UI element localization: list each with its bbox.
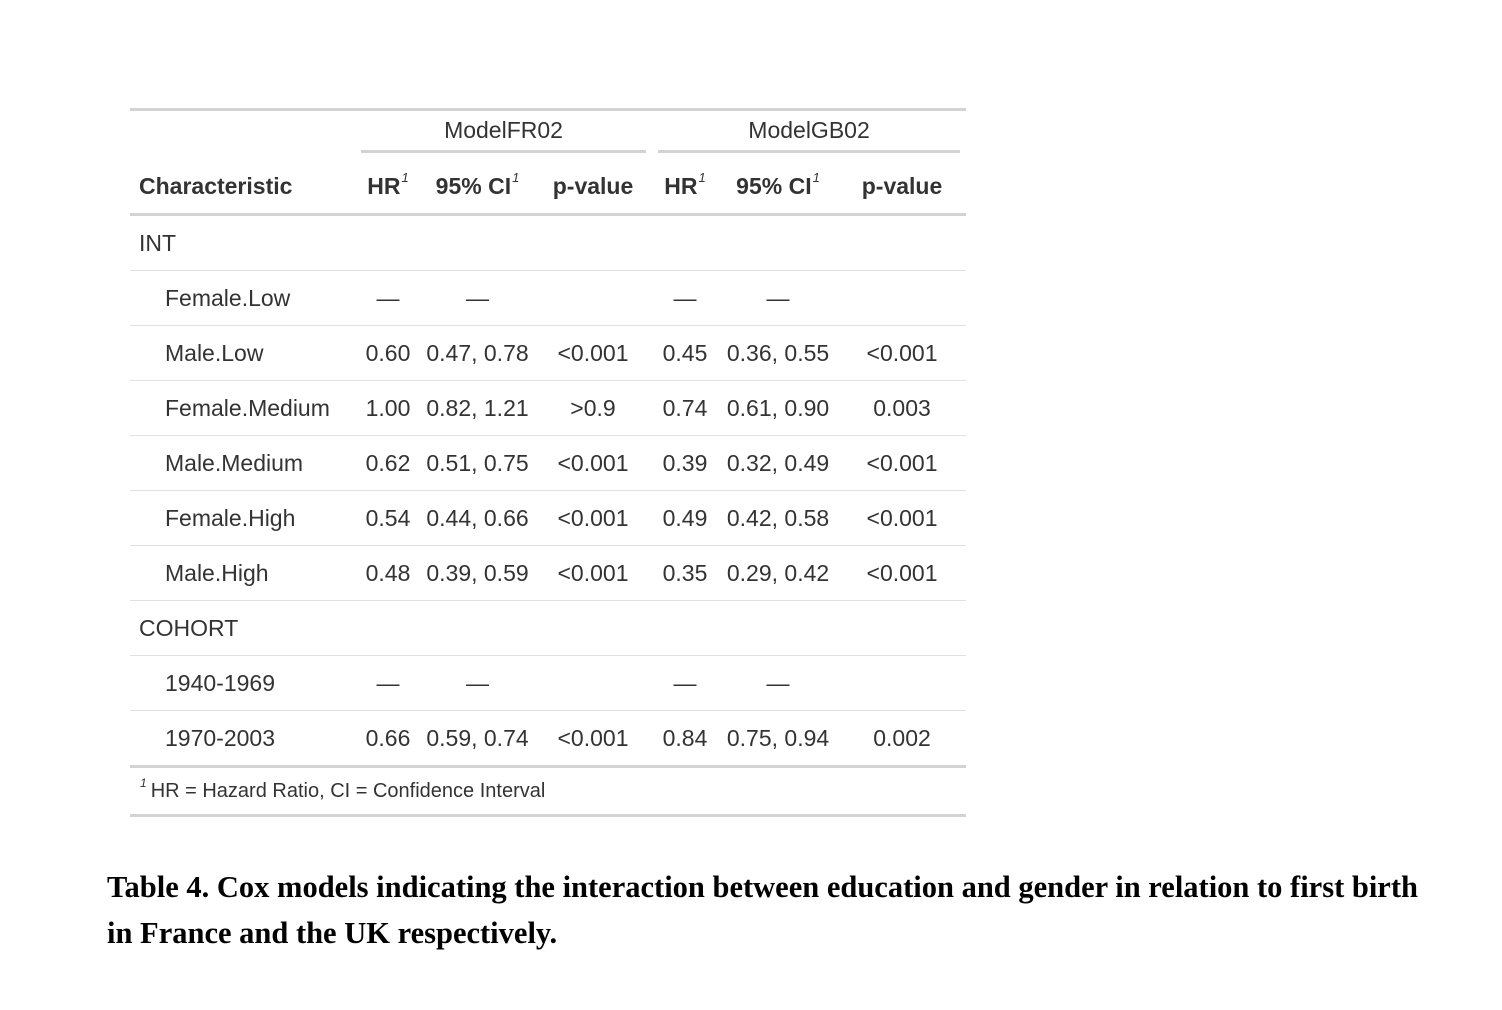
empty-cell <box>718 601 838 656</box>
cell-fr-hr: 1.00 <box>355 381 421 436</box>
row-label: Female.Low <box>130 271 355 326</box>
cell-fr-hr: — <box>355 271 421 326</box>
spanner-empty <box>130 110 355 160</box>
cell-fr-p <box>534 656 652 711</box>
empty-cell <box>838 215 966 271</box>
cell-fr-hr: 0.54 <box>355 491 421 546</box>
cell-gb-ci: 0.36, 0.55 <box>718 326 838 381</box>
cell-gb-p: <0.001 <box>838 326 966 381</box>
empty-cell <box>718 215 838 271</box>
cell-fr-hr: — <box>355 656 421 711</box>
cell-fr-ci: 0.59, 0.74 <box>421 711 534 767</box>
cell-fr-p: <0.001 <box>534 711 652 767</box>
cell-gb-ci: 0.32, 0.49 <box>718 436 838 491</box>
row-label: 1940-1969 <box>130 656 355 711</box>
cell-fr-ci: 0.39, 0.59 <box>421 546 534 601</box>
cell-gb-ci: — <box>718 656 838 711</box>
cell-gb-ci: — <box>718 271 838 326</box>
cell-fr-p <box>534 271 652 326</box>
empty-cell <box>355 601 421 656</box>
cell-gb-p <box>838 656 966 711</box>
group-row <box>130 601 966 656</box>
table-row <box>130 326 966 381</box>
spanner-model-fr: ModelFR02 <box>355 110 652 160</box>
column-header-hr-gb: $HR^1$ <box>652 159 718 215</box>
table-row <box>130 711 966 767</box>
cell-fr-hr: 0.62 <box>355 436 421 491</box>
cell-fr-ci: 0.47, 0.78 <box>421 326 534 381</box>
cell-gb-hr: 0.39 <box>652 436 718 491</box>
column-header-row <box>130 159 966 215</box>
results-table-container <box>130 108 966 817</box>
cell-fr-ci: — <box>421 271 534 326</box>
column-header-pvalue-fr: p-value <box>534 159 652 215</box>
cell-fr-ci: — <box>421 656 534 711</box>
cell-gb-hr: 0.49 <box>652 491 718 546</box>
table-row <box>130 271 966 326</box>
column-header-hr-fr: $HR^1$ <box>355 159 421 215</box>
cell-gb-ci: 0.42, 0.58 <box>718 491 838 546</box>
empty-cell <box>534 215 652 271</box>
empty-cell <box>652 601 718 656</box>
cell-fr-p: >0.9 <box>534 381 652 436</box>
row-label: 1970-2003 <box>130 711 355 767</box>
table-body <box>130 215 966 767</box>
empty-cell <box>652 215 718 271</box>
cell-fr-p: <0.001 <box>534 546 652 601</box>
spanner-model-gb: ModelGB02 <box>652 110 966 160</box>
empty-cell <box>355 215 421 271</box>
table-row <box>130 491 966 546</box>
group-label: INT <box>130 215 355 271</box>
cell-gb-p: 0.002 <box>838 711 966 767</box>
cell-gb-ci: 0.75, 0.94 <box>718 711 838 767</box>
cell-fr-p: <0.001 <box>534 436 652 491</box>
column-header-characteristic: Characteristic <box>130 159 355 215</box>
cell-gb-ci: 0.29, 0.42 <box>718 546 838 601</box>
cell-fr-ci: 0.82, 1.21 <box>421 381 534 436</box>
cell-gb-p: <0.001 <box>838 436 966 491</box>
row-label: Male.Low <box>130 326 355 381</box>
group-label: COHORT <box>130 601 355 656</box>
empty-cell <box>534 601 652 656</box>
empty-cell <box>421 215 534 271</box>
cell-fr-ci: 0.51, 0.75 <box>421 436 534 491</box>
spanner-row <box>130 110 966 160</box>
cell-fr-hr: 0.66 <box>355 711 421 767</box>
row-label: Male.Medium <box>130 436 355 491</box>
cell-gb-hr: 0.35 <box>652 546 718 601</box>
cell-gb-p <box>838 271 966 326</box>
cell-gb-hr: — <box>652 271 718 326</box>
empty-cell <box>838 601 966 656</box>
row-label: Female.Medium <box>130 381 355 436</box>
group-row <box>130 215 966 271</box>
cell-fr-ci: 0.44, 0.66 <box>421 491 534 546</box>
column-header-ci-gb: 95% $CI^1$ <box>718 159 838 215</box>
table-row <box>130 381 966 436</box>
row-label: Female.High <box>130 491 355 546</box>
column-header-pvalue-gb: p-value <box>838 159 966 215</box>
table-row <box>130 546 966 601</box>
row-label: Male.High <box>130 546 355 601</box>
cell-gb-p: <0.001 <box>838 491 966 546</box>
column-header-ci-fr: 95% $CI^1$ <box>421 159 534 215</box>
cell-gb-ci: 0.61, 0.90 <box>718 381 838 436</box>
cell-gb-hr: 0.45 <box>652 326 718 381</box>
table-row <box>130 436 966 491</box>
cell-fr-hr: 0.60 <box>355 326 421 381</box>
cell-gb-hr: 0.74 <box>652 381 718 436</box>
cell-fr-hr: 0.48 <box>355 546 421 601</box>
cell-fr-p: <0.001 <box>534 491 652 546</box>
footnote-row <box>130 767 966 816</box>
cell-fr-p: <0.001 <box>534 326 652 381</box>
cell-gb-hr: 0.84 <box>652 711 718 767</box>
cell-gb-hr: — <box>652 656 718 711</box>
cell-gb-p: <0.001 <box>838 546 966 601</box>
table-footnote: $^1$ HR = Hazard Ratio, CI = Confidence Interval <box>130 767 966 816</box>
table-caption: Table 4. Cox models indicating the interaction between education and gender in relation to first birth in France and the UK respectively. <box>107 870 1418 950</box>
cell-gb-p: 0.003 <box>838 381 966 436</box>
table-row <box>130 656 966 711</box>
empty-cell <box>421 601 534 656</box>
cox-model-table <box>130 108 966 817</box>
